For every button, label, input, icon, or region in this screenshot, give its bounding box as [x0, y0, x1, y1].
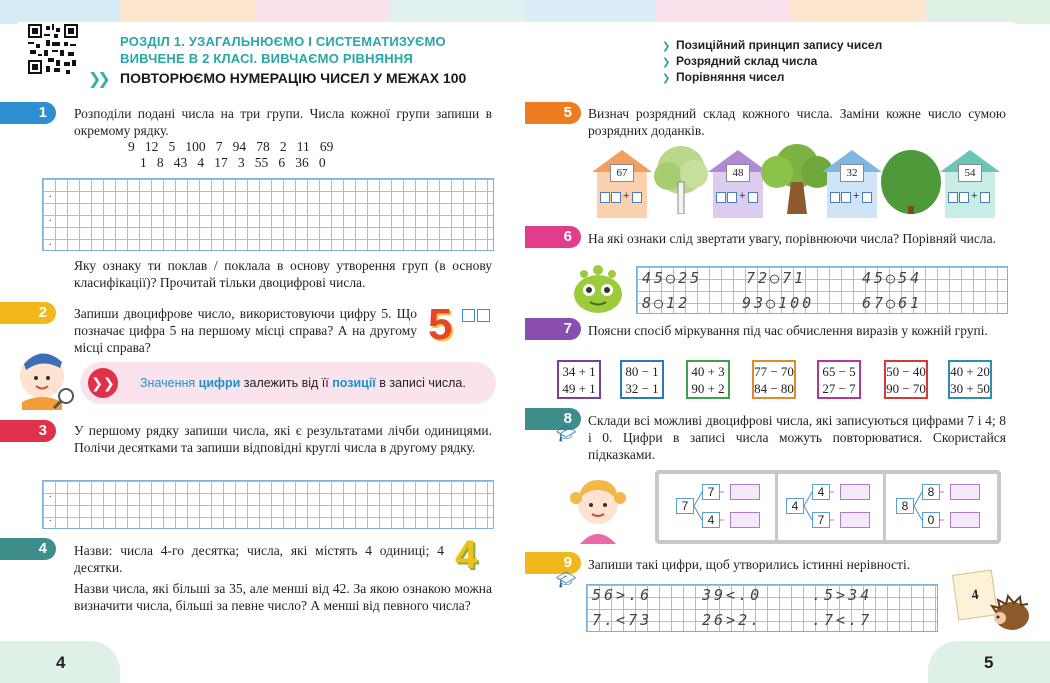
qr-code-icon [28, 24, 78, 74]
answer-grid[interactable]: . . . [42, 178, 494, 251]
digit-box: 8 [922, 484, 940, 500]
expression-line: 30 + 50 [950, 381, 990, 396]
comparison-item: 72○71 [746, 269, 807, 287]
house-illustration: 48 + [708, 150, 768, 218]
digit-box: 7 [702, 484, 720, 500]
digit-card: 4 [952, 569, 998, 620]
expression-line: 49 + 1 [562, 381, 596, 396]
expression-card [752, 360, 796, 399]
top-strip [255, 0, 390, 24]
task-number-9: 9 [525, 552, 581, 574]
topic-item: ❯ Порівняння чисел [662, 70, 785, 84]
top-strip [525, 0, 655, 24]
top-strip [0, 0, 120, 24]
digit-box: 4 [786, 498, 804, 514]
hedgehog-illustration [990, 592, 1030, 632]
expression-line: 27 − 7 [822, 381, 856, 396]
triangle-bullet-icon: ❯ [662, 41, 671, 52]
task-8-text: Склади всі можливі двоцифрові числа, які записуються цифрами 7 і 4; 8 і 0. Цифри в записі числа можуть повторюватися. Скористайся підказками. [588, 413, 1006, 462]
answer-box[interactable] [950, 484, 980, 500]
task-1-text: Розподіли подані числа на три групи. Числа кожної групи запиши в окремому рядку. [74, 106, 492, 138]
digit-box: 8 [896, 498, 914, 514]
graduation-cap-icon: 🎓︎ [556, 426, 577, 443]
task-number-6: 6 [525, 226, 581, 248]
topic-item: ❯ Позиційний принцип запису чисел [662, 38, 883, 52]
topic-list [662, 38, 882, 86]
task-1-numbers-row1: 9 12 5 100 7 94 78 2 11 69 [128, 139, 334, 154]
girl-illustration [570, 474, 628, 544]
expression-card [620, 360, 664, 399]
monster-illustration [570, 262, 626, 314]
graduation-cap-icon: 🎓︎ [556, 572, 577, 589]
answer-grid[interactable]: . . [42, 480, 494, 529]
task-2-text: Запиши двоцифрове число, використовуючи цифру 5. Що позначає цифра 5 на першому місці справа? А на другому місці справа? [74, 306, 417, 355]
triangle-bullet-icon: ❯ [662, 73, 671, 84]
comparison-item: 67○61 [862, 294, 923, 312]
answer-box[interactable] [840, 484, 870, 500]
task-6-text: На які ознаки слід звертати увагу, порівнюючи числа? Порівняй числа. [588, 231, 996, 246]
digit-box: 0 [922, 512, 940, 528]
task-number-4: 4 [0, 538, 56, 560]
page-number-right: 5 [928, 641, 1050, 683]
answer-box[interactable] [950, 512, 980, 528]
top-strip [655, 0, 790, 24]
comparison-item: 45○25 [642, 269, 703, 287]
digit-box: 7 [812, 512, 830, 528]
task-1-numbers-row2: 1 8 43 4 17 3 55 6 36 0 [140, 155, 326, 170]
board-divider [775, 474, 778, 540]
digit-box [477, 309, 490, 322]
task-3-text: У першому рядку запиши числа, які є результатами лічби одиницями. Полічи десятками та запиши відповідні круглі числа в другому рядку. [74, 423, 492, 455]
expression-line: 32 − 1 [625, 381, 659, 396]
inequality-item: .7<.7 [812, 611, 873, 629]
task-4-text2: Назви числа, які більші за 35, але менші від 42. За якою ознакою можна визначити числа, більші за певне число? А менші від певного числа? [74, 581, 492, 613]
task-number-7: 7 [525, 318, 581, 340]
inequality-item: 7.<73 [592, 611, 653, 629]
expression-line: 34 + 1 [562, 364, 596, 379]
task-number-3: 3 [0, 420, 56, 442]
boy-with-magnifier-illustration [14, 344, 76, 410]
top-strip [790, 0, 925, 24]
connector-lines [694, 486, 724, 526]
comparison-item: 93○100 [742, 294, 815, 312]
expression-card [557, 360, 601, 399]
task-number-8: 8 [525, 408, 581, 430]
section-title-line2: ВИВЧЕНЕ В 2 КЛАСІ. ВИВЧАЄМО РІВНЯННЯ [120, 51, 413, 66]
expression-line: 40 + 3 [691, 364, 725, 379]
inequality-item: .5>34 [812, 586, 873, 604]
digit-box: 4 [702, 512, 720, 528]
digit-box [462, 309, 475, 322]
house-number: 48 [726, 164, 750, 182]
task-number-2: 2 [0, 302, 56, 324]
topic-item: ❯ Розрядний склад числа [662, 54, 818, 68]
top-strip [120, 0, 255, 24]
task-number-5: 5 [525, 102, 581, 124]
house-illustration: 67 + [592, 150, 652, 218]
task-4-text1: Назви: числа 4-го десятка; числа, які містять 4 одиниці; 4 десятки. [74, 543, 444, 575]
triangle-bullet-icon: ❯ [662, 57, 671, 68]
house-number: 54 [958, 164, 982, 182]
expression-card [884, 360, 928, 399]
lesson-subtitle: ПОВТОРЮЄМО НУМЕРАЦІЮ ЧИСЕЛ У МЕЖАХ 100 [120, 70, 467, 86]
digit-box: 4 [812, 484, 830, 500]
house-number: 32 [840, 164, 864, 182]
answer-box[interactable] [840, 512, 870, 528]
expression-card [948, 360, 992, 399]
inequality-item: 39<.0 [702, 586, 763, 604]
expression-line: 40 + 20 [950, 364, 990, 379]
double-arrow-icon: ❯❯ [88, 368, 118, 398]
task-1-question: Яку ознаку ти поклав / поклала в основу утворення груп (в основу класифікації)? Прочитай тільки двоцифрові числа. [74, 258, 492, 290]
expression-card [686, 360, 730, 399]
expression-line: 90 + 2 [691, 381, 725, 396]
expression-line: 80 − 1 [625, 364, 659, 379]
expression-line: 65 − 5 [822, 364, 856, 379]
digit-four-illustration: 4 [455, 533, 478, 577]
connector-lines [804, 486, 834, 526]
double-arrow-icon: ❯❯ [88, 71, 107, 88]
task-9-text: Запиши такі цифри, щоб утворились істинні нерівності. [588, 557, 911, 572]
top-strip [390, 0, 525, 24]
birch-tree-illustration [652, 144, 710, 214]
comparison-item: 45○54 [862, 269, 923, 287]
digit-five-illustration: 5 [428, 300, 453, 349]
expression-line: 50 − 40 [886, 364, 926, 379]
inequality-item: 26>2. [702, 611, 763, 629]
task-5-text: Визнач розрядний склад кожного числа. Заміни кожне число сумою розрядних доданків. [588, 106, 1006, 138]
inequality-item: 56>.6 [592, 586, 653, 604]
section-title-line1: РОЗДІЛ 1. УЗАГАЛЬНЮЄМО І СИСТЕМАТИЗУЄМО [120, 34, 446, 49]
top-strip [925, 0, 1050, 24]
expression-line: 90 − 70 [886, 381, 926, 396]
house-illustration: 32 + [822, 150, 882, 218]
comparison-item: 8○12 [642, 294, 691, 312]
expression-line: 84 − 80 [754, 381, 794, 396]
page-number-left: 4 [0, 641, 120, 683]
task-number-1: 1 [0, 102, 56, 124]
answer-box[interactable] [730, 484, 760, 500]
digit-box: 7 [676, 498, 694, 514]
expression-card [817, 360, 861, 399]
connector-lines [914, 486, 944, 526]
house-number: 67 [610, 164, 634, 182]
fir-tree-illustration [880, 146, 942, 214]
task-7-text: Поясни спосіб міркування під час обчислення виразів у кожній групі. [588, 323, 988, 338]
rule-text: Значення цифри залежить від її позиції в записі числа. [140, 376, 466, 390]
answer-box[interactable] [730, 512, 760, 528]
board-divider [883, 474, 886, 540]
house-illustration: 54 + [940, 150, 1000, 218]
expression-line: 77 − 70 [754, 364, 794, 379]
